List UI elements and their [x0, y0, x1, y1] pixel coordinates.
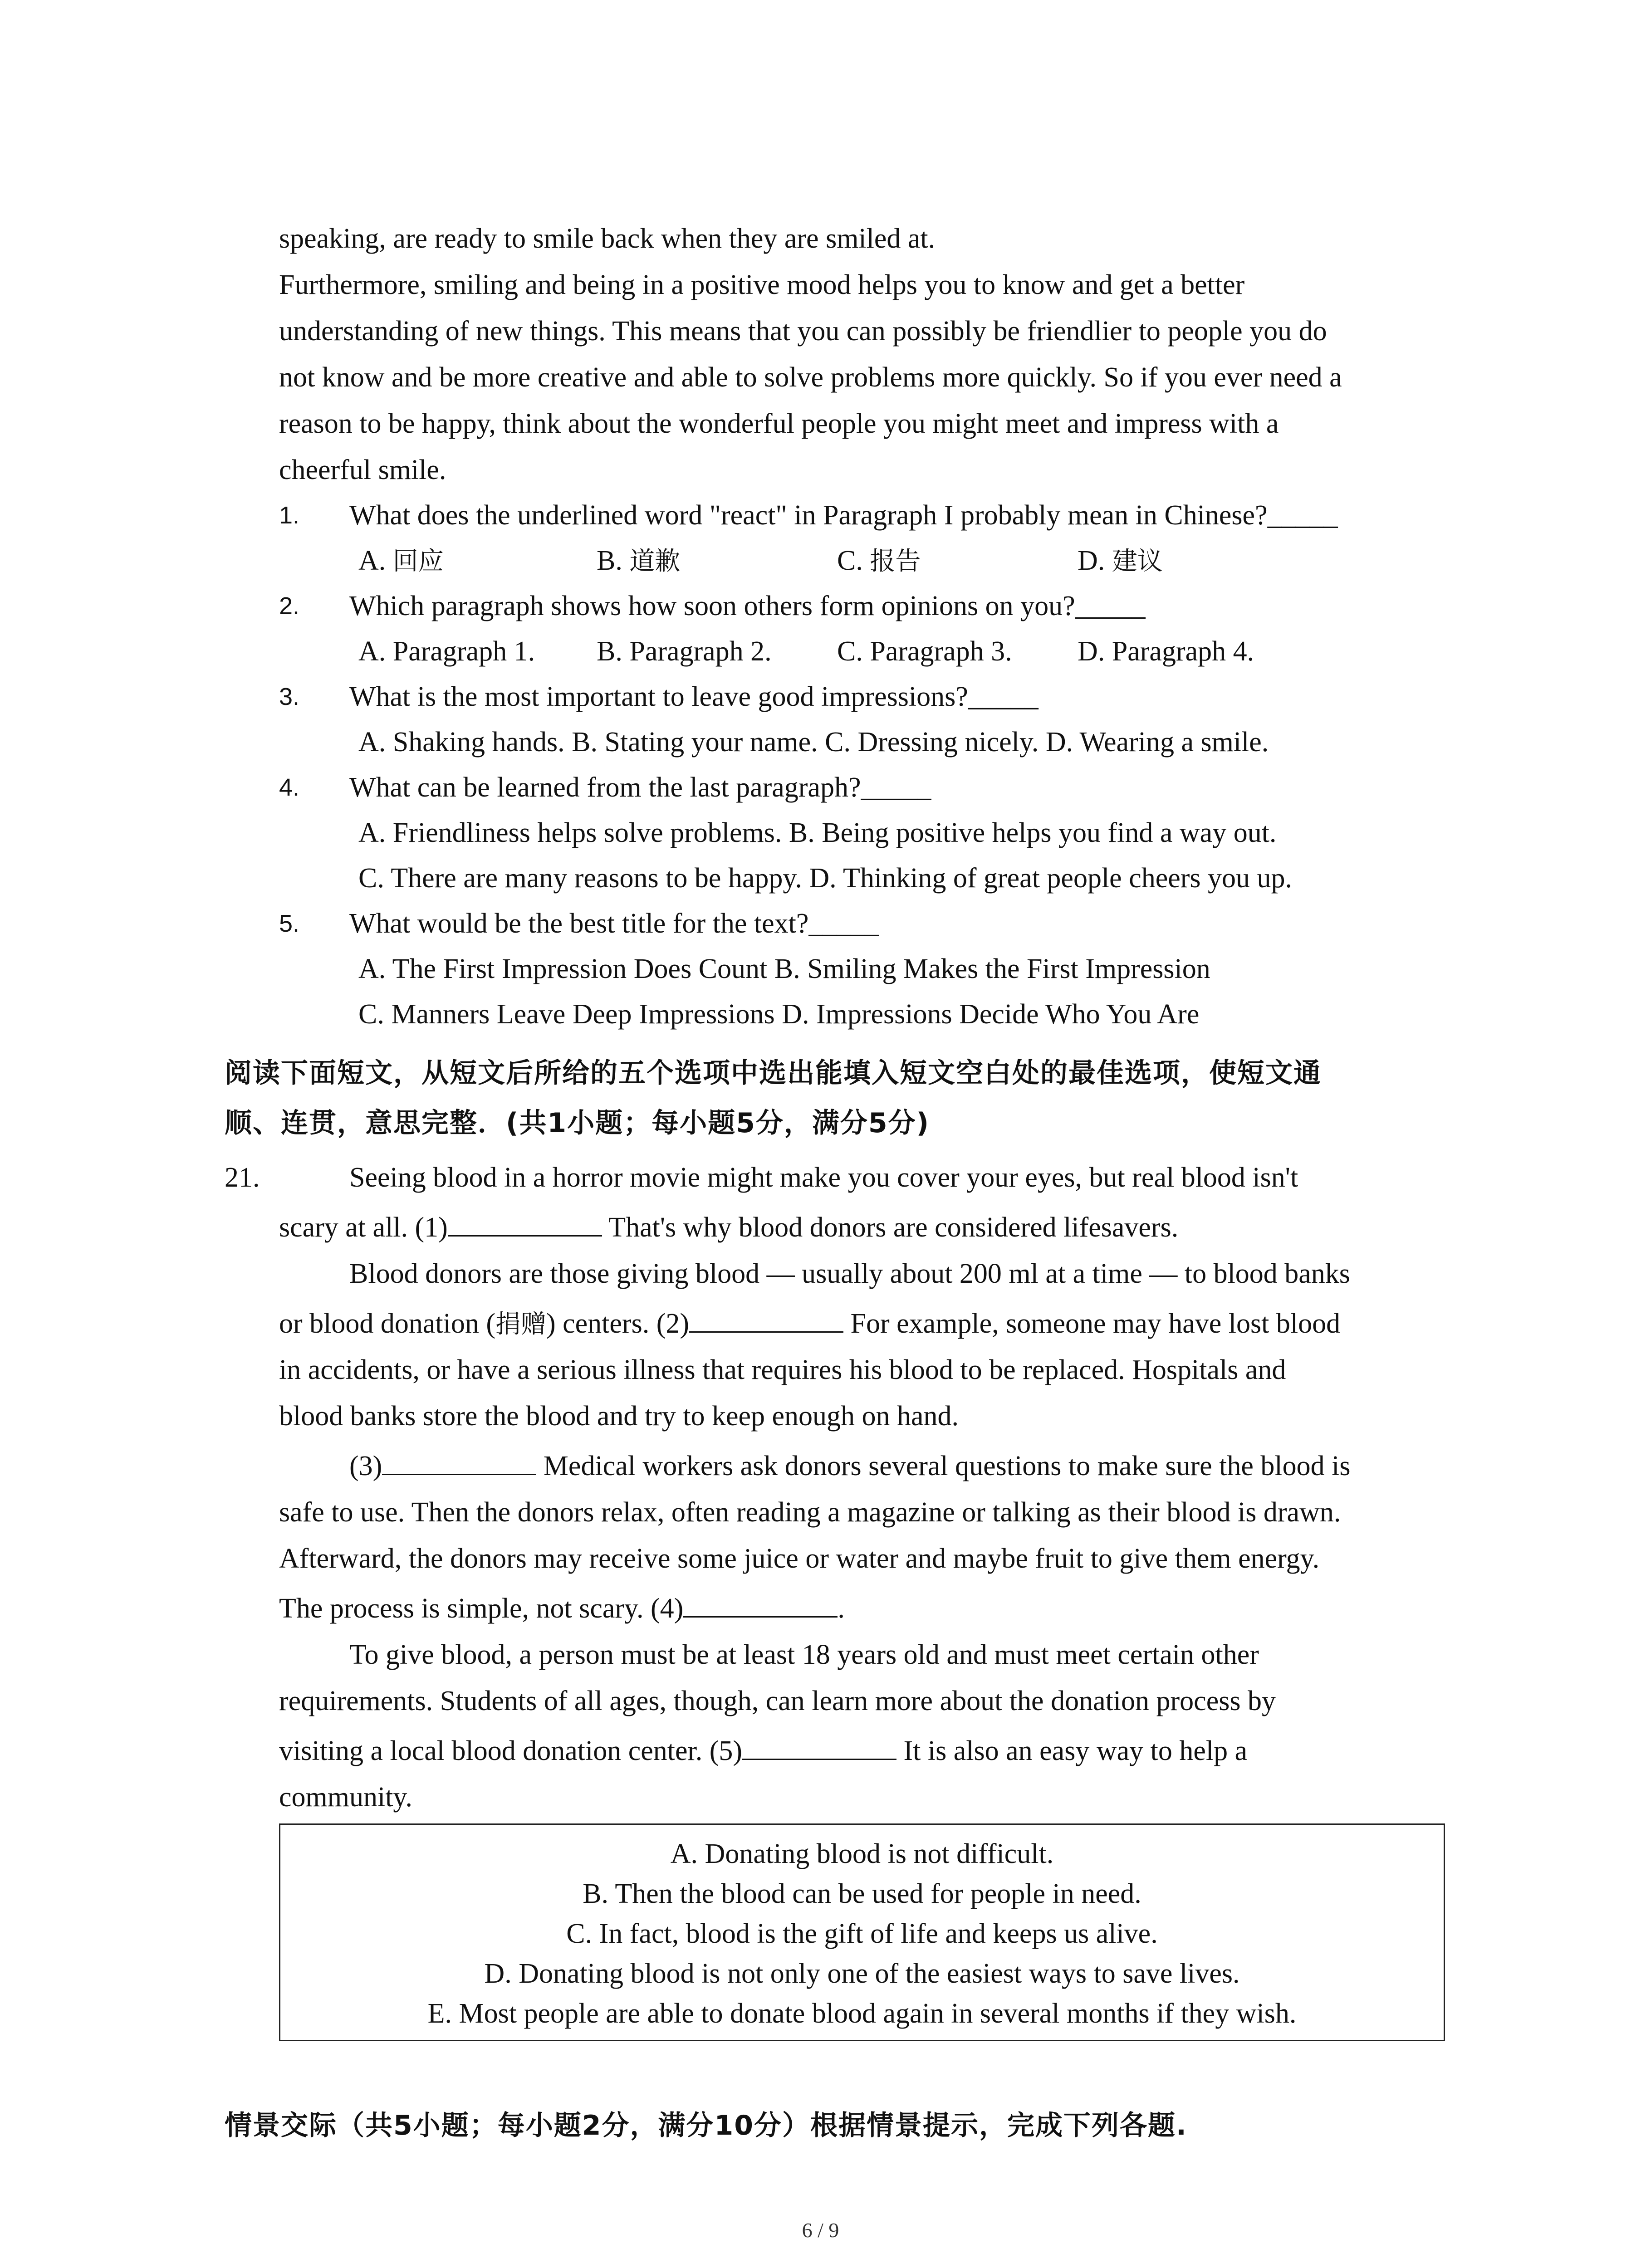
option-text: 道歉: [629, 547, 681, 576]
passage-line: Seeing blood in a horror movie might make you cover your eyes, but real blood isn't: [349, 1162, 1298, 1193]
text-segment: scary at all. (1): [279, 1212, 448, 1243]
question-number: 21.: [225, 1162, 260, 1193]
option-text: 回应: [392, 547, 444, 576]
option-letter-c: C.: [837, 545, 870, 576]
choice-item: D. Donating blood is not only one of the easiest ways to save lives.: [484, 1958, 1240, 1989]
passage-line: [279, 1300, 1459, 1348]
options-line: A. Friendliness helps solve problems. B. Being positive helps you find a way out.: [358, 817, 1277, 848]
option: C. Paragraph 3.: [837, 636, 1012, 667]
options-line: A. Shaking hands. B. Stating your name. C. Dressing nicely. D. Wearing a smile.: [358, 727, 1269, 758]
passage-line: Afterward, the donors may receive some juice or water and maybe fruit to give them energy.: [279, 1543, 1320, 1574]
passage-line: not know and be more creative and able to solve problems more quickly. So if you ever need a: [279, 362, 1342, 393]
text-segment: .: [838, 1593, 845, 1624]
section-heading: 情景交际（共5小题；每小题2分，满分10分）根据情景提示，完成下列各题.: [225, 2110, 1187, 2141]
passage-line: requirements. Students of all ages, though, can learn more about the donation process by: [279, 1686, 1276, 1716]
options-line: A. The First Impression Does Count B. Smiling Makes the First Impression: [358, 953, 1210, 984]
passage-line: blood banks store the blood and try to keep enough on hand.: [279, 1401, 959, 1432]
options-box: [279, 1823, 1445, 2041]
question-text: What can be learned from the last paragraph?_____: [349, 772, 931, 803]
question-number: 2.: [279, 592, 300, 620]
option: [358, 538, 444, 585]
option-letter-b: B.: [597, 545, 630, 576]
section-heading: 阅读下面短文，从短文后所给的五个选项中选出能填入短文空白处的最佳选项，使短文通: [225, 1057, 1322, 1089]
question-number: 3.: [279, 683, 300, 710]
blank-4: [683, 1590, 838, 1618]
text-segment: The process is simple, not scary. (4): [279, 1593, 684, 1624]
text-segment: visiting a local blood donation center. (5): [279, 1735, 743, 1766]
text-segment: For example, someone may have lost blood: [843, 1308, 1341, 1339]
option: [837, 538, 921, 585]
choice-item: B. Then the blood can be used for people in need.: [583, 1878, 1141, 1909]
blank-5: [742, 1732, 896, 1760]
text-segment: It is also an easy way to help a: [896, 1735, 1248, 1766]
text-segment: That's why blood donors are considered lifesavers.: [602, 1212, 1179, 1243]
blank-3: [382, 1447, 536, 1475]
passage-line: understanding of new things. This means that you can possibly be friendlier to people you do: [279, 316, 1327, 347]
question-text: Which paragraph shows how soon others form opinions on you?_____: [349, 591, 1146, 621]
option-text: 报告: [870, 547, 921, 576]
blank-2: [689, 1305, 843, 1333]
option-text: 建议: [1112, 547, 1163, 576]
passage-line: Furthermore, smiling and being in a positive mood helps you to know and get a better: [279, 269, 1245, 300]
passage-line: reason to be happy, think about the wonderful people you might meet and impress with a: [279, 408, 1279, 439]
question-text: What would be the best title for the text?_____: [349, 908, 879, 939]
choice-item: C. In fact, blood is the gift of life and keeps us alive.: [566, 1918, 1158, 1949]
passage-line: community.: [279, 1782, 412, 1813]
question-number: 5.: [279, 910, 300, 937]
passage-line: [349, 1443, 1529, 1489]
passage-line: Blood donors are those giving blood — usually about 200 ml at a time — to blood banks: [349, 1258, 1350, 1289]
text-segment: Medical workers ask donors several questions to make sure the blood is: [536, 1451, 1351, 1481]
question-text: What is the most important to leave good impressions?_____: [349, 681, 1038, 712]
option: B. Paragraph 2.: [597, 636, 772, 667]
passage-line: safe to use. Then the donors relax, often reading a magazine or talking as their blood is drawn.: [279, 1497, 1341, 1528]
question-number: 4.: [279, 774, 300, 801]
option: [1078, 538, 1163, 585]
options-line: C. Manners Leave Deep Impressions D. Impressions Decide Who You Are: [358, 999, 1200, 1030]
text-segment: (3): [349, 1451, 382, 1481]
question-text: What does the underlined word "react" in Paragraph I probably mean in Chinese?_____: [349, 500, 1338, 531]
passage-line: [279, 1585, 1459, 1632]
options-line: C. There are many reasons to be happy. D. Thinking of great people cheers you up.: [358, 863, 1293, 894]
passage-line: speaking, are ready to smile back when they are smiled at.: [279, 223, 936, 254]
section-heading: 顺、连贯，意思完整．(共1小题；每小题5分，满分5分): [225, 1107, 930, 1139]
option-letter-d: D.: [1078, 545, 1112, 576]
blank-1: [448, 1209, 602, 1237]
passage-line: in accidents, or have a serious illness that requires his blood to be replaced. Hospitals and: [279, 1354, 1286, 1385]
option-letter-a: A.: [358, 545, 393, 576]
question-number: 1.: [279, 502, 300, 529]
choice-item: A. Donating blood is not difficult.: [670, 1838, 1054, 1869]
passage-line: [279, 1204, 1459, 1251]
passage-line: cheerful smile.: [279, 455, 446, 485]
passage-line: [279, 1728, 1459, 1774]
option: A. Paragraph 1.: [358, 636, 535, 667]
text-segment: ) centers. (2): [546, 1308, 689, 1339]
option: [597, 538, 680, 585]
page-number: 6 / 9: [802, 2219, 839, 2242]
option: D. Paragraph 4.: [1078, 636, 1254, 667]
text-segment: or blood donation (: [279, 1308, 495, 1339]
choice-item: E. Most people are able to donate blood again in several months if they wish.: [427, 1998, 1297, 2029]
passage-line: To give blood, a person must be at least 18 years old and must meet certain other: [349, 1639, 1259, 1670]
text-segment: 捐赠: [495, 1310, 546, 1339]
